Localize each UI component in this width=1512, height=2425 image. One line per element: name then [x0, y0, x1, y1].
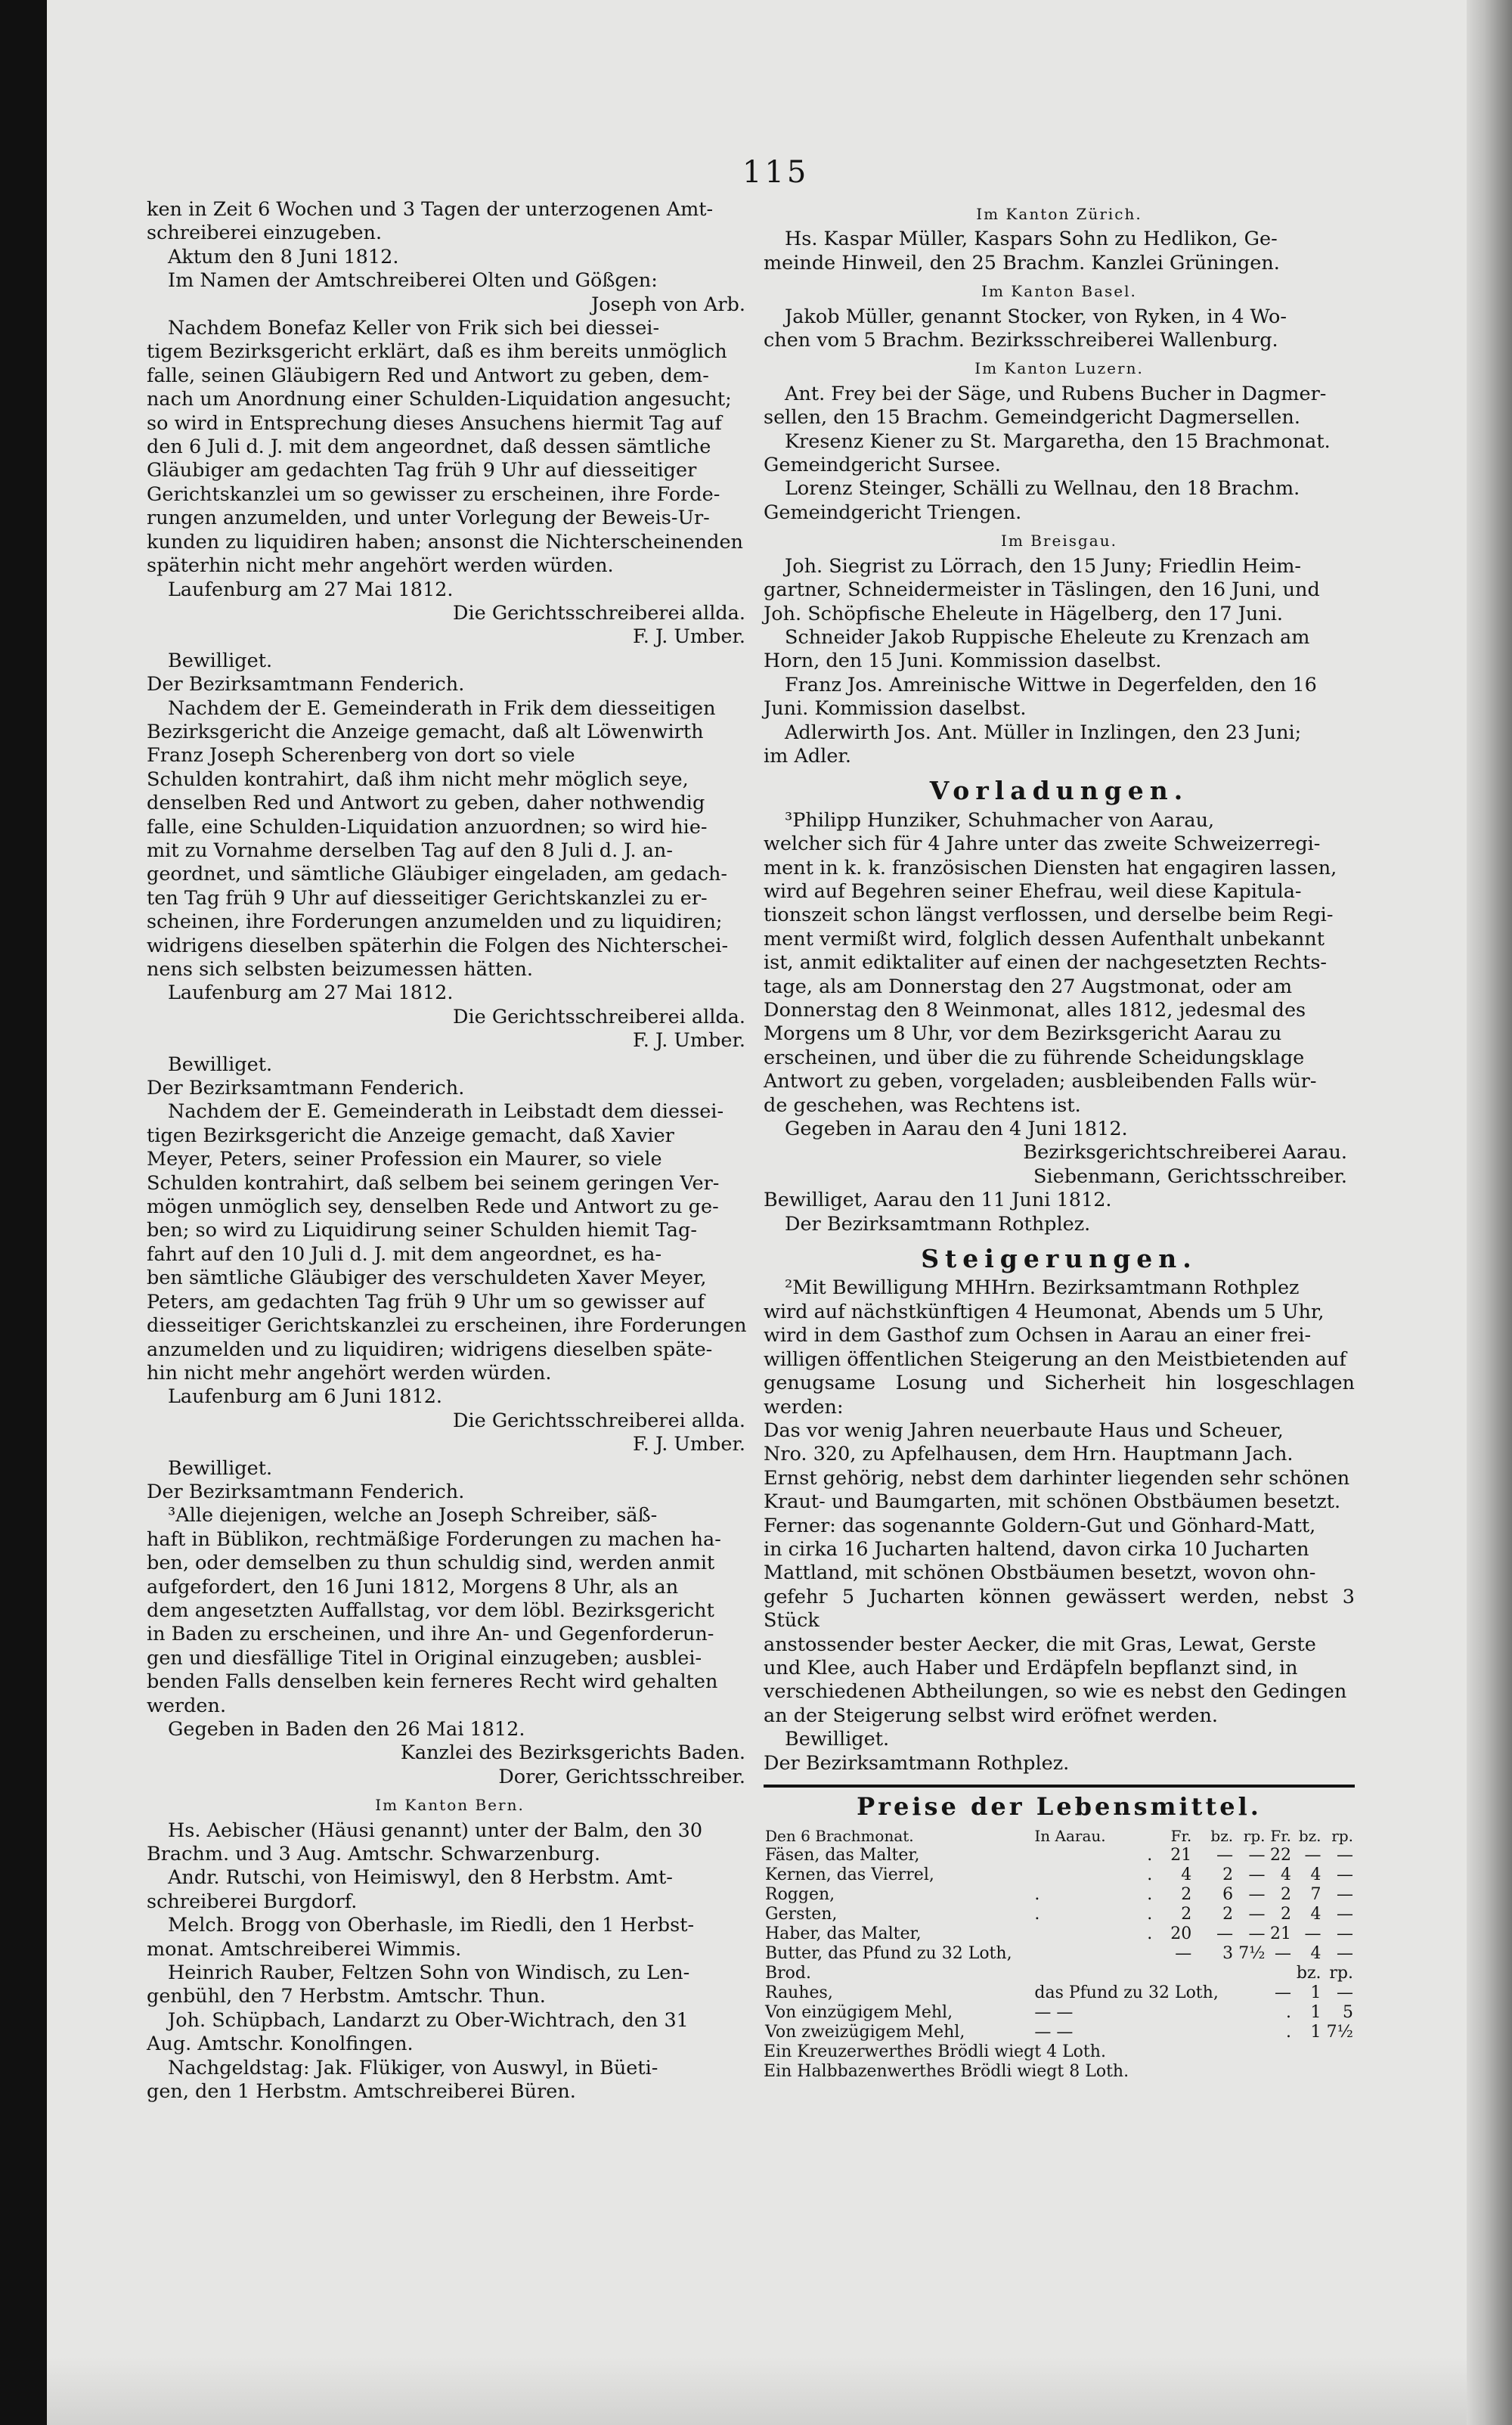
table-cell: .	[1147, 1865, 1153, 1885]
table-cell: 5	[1343, 2003, 1353, 2023]
text-line: benden Falls denselben kein ferneres Recht wird gehalten	[147, 1670, 718, 1694]
text-line: F. J. Umber.	[633, 1029, 745, 1053]
price-note: Ein Halbbazenwerthes Brödli wiegt 8 Loth.	[764, 2062, 1129, 2082]
text-line: Hs. Kaspar Müller, Kaspars Sohn zu Hedlikon, Ge-	[785, 228, 1278, 251]
table-cell: 7½	[1238, 1944, 1266, 1964]
text-line: so wird in Entsprechung dieses Ansuchens hiermit Tag auf	[147, 411, 722, 435]
table-cell: Gersten,	[765, 1905, 838, 1924]
text-line: anstossender bester Aecker, die mit Gras, Lewat, Gerste	[764, 1633, 1316, 1656]
text-line: Joh. Schüpbach, Landarzt zu Ober-Wichtrach, den 31	[168, 2008, 689, 2032]
table-header-cell: rp.	[1331, 1827, 1353, 1846]
table-cell: 3	[1222, 1944, 1234, 1964]
text-line: falle, seinen Gläubigern Red und Antwort zu geben, dem-	[147, 364, 709, 387]
table-cell: 2	[1181, 1885, 1192, 1905]
text-line: an der Steigerung selbst wird eröfnet werden.	[764, 1704, 1218, 1727]
table-cell: Rauhes,	[765, 1983, 833, 2003]
text-line: chen vom 5 Brachm. Bezirksschreiberei Wallenburg.	[764, 329, 1278, 352]
table-cell: —	[1175, 1944, 1192, 1964]
text-line: ist, anmit ediktaliter auf einen der nachgesetzten Rechts-	[764, 951, 1328, 975]
table-cell	[1033, 1924, 1093, 1944]
table-cell: —	[1275, 1983, 1291, 2003]
text-line: Donnerstag den 8 Weinmonat, alles 1812, jedesmal des	[764, 999, 1306, 1022]
text-line: Das vor wenig Jahren neuerbaute Haus und Scheuer,	[764, 1419, 1284, 1442]
text-line: Nachdem der E. Gemeinderath in Frik dem diesseitigen	[168, 696, 716, 720]
table-cell: —	[1304, 1846, 1321, 1865]
text-line: wird auf Begehren seiner Ehefrau, weil diese Kapitula-	[764, 879, 1302, 903]
text-line: mit zu Vornahme derselben Tag auf den 8 Juli d. J. an-	[147, 839, 673, 862]
text-line: tigen Bezirksgericht die Anzeige gemacht, daß Xavier	[147, 1124, 674, 1147]
text-line: Gegeben in Baden den 26 Mai 1812.	[168, 1718, 525, 1741]
text-line: gen und diesfällige Titel in Original einzugeben; ausblei-	[147, 1646, 702, 1670]
text-line: den 6 Juli d. J. mit dem angeordnet, daß dessen sämtliche	[147, 436, 711, 459]
text-line: und Klee, auch Haber und Erdäpfeln bepflanzt sind, in	[764, 1656, 1298, 1679]
text-line: im Adler.	[764, 744, 851, 768]
table-cell: — —	[1034, 2023, 1074, 2042]
text-line: in cirka 16 Jucharten haltend, davon cirka 10 Jucharten	[764, 1537, 1309, 1561]
table-cell: —	[1337, 1905, 1353, 1924]
text-line: de geschehen, was Rechtens ist.	[764, 1093, 1081, 1117]
table-cell: —	[1304, 1924, 1321, 1944]
text-line: Gemeindgericht Sursee.	[764, 454, 1001, 477]
text-line: welcher sich für 4 Jahre unter das zweite Schweizerregi-	[764, 833, 1321, 856]
text-line: Schulden kontrahirt, daß ihm nicht mehr möglich seye,	[147, 768, 689, 791]
right-column-text	[764, 203, 1355, 1775]
text-line: gartner, Schneidermeister in Täslingen, den 16 Juni, und	[764, 578, 1320, 602]
text-line: willigen öffentlichen Steigerung an den Meistbietenden auf	[764, 1347, 1346, 1371]
text-line: wird in dem Gasthof zum Ochsen in Aarau an einer frei-	[764, 1324, 1312, 1347]
table-cell: 1	[1310, 1983, 1321, 2003]
text-line: Joseph von Arb.	[591, 293, 745, 316]
text-line: Schulden kontrahirt, daß selbem bei seinem geringen Ver-	[147, 1171, 720, 1195]
table-cell: .	[1034, 1885, 1040, 1905]
table-row	[764, 2003, 1355, 2023]
text-line: Die Gerichtsschreiberei allda.	[453, 1005, 745, 1028]
table-header-cell: bz.	[1298, 1827, 1321, 1846]
text-line: Franz Joseph Scherenberg von dort so viele	[147, 744, 575, 768]
table-cell: das Pfund zu 32 Loth,	[1034, 1983, 1219, 2003]
table-cell	[1033, 1944, 1093, 1964]
text-line: ³Philipp Hunziker, Schuhmacher von Aarau,	[785, 808, 1215, 832]
text-line: Ernst gehörig, nebst dem darhinter liegenden sehr schönen	[764, 1466, 1350, 1490]
table-header-cell: Fr.	[1170, 1827, 1192, 1846]
table-row	[764, 1865, 1355, 1885]
text-line: späterhin nicht mehr angehört werden würden.	[147, 554, 614, 578]
table-cell: Kernen, das Vierrel,	[765, 1865, 934, 1885]
table-cell: Butter, das Pfund zu 32 Loth,	[765, 1944, 1012, 1964]
table-cell: 1	[1310, 2003, 1321, 2023]
table-cell: 4	[1281, 1865, 1291, 1885]
prices-table	[764, 1826, 1355, 2042]
text-line: Nachdem Bonefaz Keller von Frik sich bei diessei-	[168, 317, 660, 340]
text-line: anzumelden und zu liquidiren; widrigens dieselben späte-	[147, 1338, 713, 1361]
table-cell: 2	[1281, 1905, 1291, 1924]
text-line: denselben Red und Antwort zu geben, daher nothwendig	[147, 792, 705, 815]
table-cell: 4	[1310, 1944, 1321, 1964]
text-line: Hs. Aebischer (Häusi genannt) unter der Balm, den 30	[168, 1819, 703, 1842]
text-line: ben sämtliche Gläubiger des verschuldeten Xaver Meyer,	[147, 1267, 707, 1290]
canton-heading: Im Kanton Zürich.	[976, 205, 1142, 223]
right-column	[764, 198, 1355, 2082]
text-line: Peters, am gedachten Tag früh 9 Uhr um so gewisser auf	[147, 1290, 705, 1313]
text-line: Morgens um 8 Uhr, vor dem Bezirksgericht Aarau zu	[764, 1022, 1282, 1046]
text-line: ben; so wird zu Liquidirung seiner Schulden hiemit Tag-	[147, 1219, 697, 1242]
text-line: Bewilliget.	[168, 1053, 273, 1076]
text-line: Ant. Frey bei der Säge, und Rubens Bucher in Dagmer-	[785, 382, 1327, 405]
text-line: Bewilliget.	[785, 1728, 890, 1751]
text-line: Antwort zu geben, vorgeladen; ausbleibenden Falls wür-	[764, 1070, 1317, 1093]
table-cell: —	[1248, 1846, 1266, 1865]
table-cell: Fäsen, das Malter,	[765, 1846, 920, 1865]
text-line: Bewilliget.	[168, 649, 273, 672]
text-line: wird auf nächstkünftigen 4 Heumonat, Abends um 5 Uhr,	[764, 1300, 1325, 1323]
text-line: Heinrich Rauber, Feltzen Sohn von Windisch, zu Len-	[168, 1961, 690, 1985]
text-line: Joh. Siegrist zu Lörrach, den 15 Juny; Friedlin Heim-	[785, 554, 1302, 578]
table-cell: —	[1337, 1846, 1353, 1865]
text-line: gefehr 5 Jucharten können gewässert werden, nebst 3 Stück	[764, 1585, 1355, 1633]
table-cell: 21	[1270, 1924, 1291, 1944]
text-line: scheinen, ihre Forderungen anzumelden und zu liquidiren;	[147, 910, 723, 934]
text-line: Brachm. und 3 Aug. Amtschr. Schwarzenburg.	[147, 1843, 601, 1866]
text-line: Laufenburg am 27 Mai 1812.	[168, 578, 454, 601]
table-header-cell: rp.	[1243, 1827, 1266, 1846]
text-line: Mattland, mit schönen Obstbäumen besetzt, wovon ohn-	[764, 1561, 1316, 1585]
table-row	[764, 2023, 1355, 2042]
table-cell: — —	[1034, 2003, 1074, 2023]
text-line: Gemeindgericht Triengen.	[764, 501, 1022, 524]
text-line: Franz Jos. Amreinische Wittwe in Degerfelden, den 16	[785, 673, 1317, 696]
text-line: Kraut- und Baumgarten, mit schönen Obstbäumen besetzt.	[764, 1490, 1341, 1514]
table-row	[764, 1983, 1355, 2003]
text-line: verschiedenen Abtheilungen, so wie es nebst den Gedingen	[764, 1680, 1347, 1704]
table-row	[764, 1905, 1355, 1924]
table-cell: —	[1216, 1846, 1234, 1865]
table-cell: 21	[1170, 1846, 1192, 1865]
text-line: Nro. 320, zu Apfelhausen, dem Hrn. Hauptmann Jach.	[764, 1443, 1294, 1466]
price-note: Ein Kreuzerwerthes Brödli wiegt 4 Loth.	[764, 2042, 1106, 2062]
text-line: genbühl, den 7 Herbstm. Amtschr. Thun.	[147, 1985, 546, 2008]
text-line: Bewilliget.	[168, 1456, 273, 1480]
table-header	[764, 1826, 1355, 1846]
text-line: Gegeben in Aarau den 4 Juni 1812.	[785, 1118, 1128, 1141]
text-line: F. J. Umber.	[633, 625, 745, 649]
text-line: Juni. Kommission daselbst.	[764, 697, 1027, 721]
table-cell: 6	[1222, 1885, 1234, 1905]
table-cell: Von zweizügigem Mehl,	[765, 2023, 965, 2042]
table-cell: —	[1337, 1983, 1353, 2003]
text-line: kunden zu liquidiren haben; ansonst die Nichterscheinenden	[147, 530, 743, 554]
page-number: 115	[742, 155, 810, 190]
text-line: schreiberei Burgdorf.	[147, 1890, 358, 1913]
table-cell: Von einzügigem Mehl,	[765, 2003, 953, 2023]
text-line: Die Gerichtsschreiberei allda.	[453, 1409, 745, 1432]
text-line: ten Tag früh 9 Uhr auf diesseitiger Gerichtskanzlei zu er-	[147, 886, 708, 910]
text-line: Laufenburg am 6 Juni 1812.	[168, 1385, 443, 1409]
table-row	[764, 1846, 1355, 1865]
text-line: Der Bezirksamtmann Rothplez.	[764, 1751, 1070, 1775]
text-line: sellen, den 15 Brachm. Gemeindgericht Dagmersellen.	[764, 406, 1300, 429]
text-line: falle, eine Schulden-Liquidation anzuordnen; so wird hie-	[147, 815, 708, 839]
text-line: Der Bezirksamtmann Fenderich.	[147, 673, 465, 696]
table-cell	[1033, 1846, 1093, 1865]
table-cell: —	[1275, 1944, 1291, 1964]
table-header-cell: Den 6 Brachmonat.	[765, 1827, 914, 1846]
text-line: Gläubiger am gedachten Tag früh 9 Uhr auf diesseitiger	[147, 459, 697, 482]
table-cell: 22	[1270, 1846, 1291, 1865]
table-cell: 4	[1310, 1905, 1321, 1924]
text-line: Schneider Jakob Ruppische Eheleute zu Krenzach am	[785, 625, 1310, 649]
text-line: Laufenburg am 27 Mai 1812.	[168, 981, 454, 1005]
scan-border-left	[0, 0, 47, 2425]
table-cell: 20	[1170, 1924, 1192, 1944]
table-cell: —	[1337, 1924, 1353, 1944]
canton-heading: Im Kanton Basel.	[981, 282, 1137, 301]
text-line: Die Gerichtsschreiberei allda.	[453, 601, 745, 625]
prices-notes	[764, 2042, 1355, 2082]
canton-heading: Im Breisgau.	[1001, 532, 1117, 550]
table-cell: .	[1034, 1905, 1040, 1924]
text-line: Meyer, Peters, seiner Profession ein Maurer, so viele	[147, 1148, 662, 1171]
table-cell: Roggen,	[765, 1885, 835, 1905]
table-cell: —	[1337, 1885, 1353, 1905]
text-line: Melch. Brogg von Oberhasle, im Riedli, den 1 Herbst-	[168, 1914, 695, 1937]
table-cell: 2	[1222, 1905, 1234, 1924]
text-line: Lorenz Steinger, Schälli zu Wellnau, den 18 Brachm.	[785, 477, 1300, 501]
text-line: Kresenz Kiener zu St. Margaretha, den 15 Brachmonat.	[785, 429, 1331, 453]
table-cell: —	[1248, 1865, 1266, 1885]
text-line: in Baden zu erscheinen, und ihre An- und Gegenforderun-	[147, 1623, 714, 1646]
table-cell: 7	[1310, 1885, 1321, 1905]
table-cell: .	[1147, 1905, 1153, 1924]
text-line: monat. Amtschreiberei Wimmis.	[147, 1937, 462, 1961]
table-cell: 7½	[1326, 2023, 1353, 2042]
brod-header	[764, 1964, 1355, 1983]
section-rule	[764, 1785, 1355, 1788]
text-line: ment vermißt wird, folglich dessen Aufenthalt unbekannt	[764, 927, 1325, 950]
table-cell: .	[1147, 1885, 1153, 1905]
newspaper-page	[47, 0, 1467, 2425]
text-line: Adlerwirth Jos. Ant. Müller in Inzlingen, den 23 Juni;	[785, 721, 1302, 744]
text-line: schreiberei einzugeben.	[147, 222, 383, 245]
table-cell: 2	[1181, 1905, 1192, 1924]
table-cell: —	[1337, 1865, 1353, 1885]
text-line: Aktum den 8 Juni 1812.	[168, 245, 399, 268]
table-header-cell: bz.	[1296, 1964, 1321, 1983]
text-line: diesseitiger Gerichtskanzlei zu erscheinen, ihre Forderungen	[147, 1314, 747, 1338]
table-cell: 2	[1281, 1885, 1291, 1905]
prices-title: Preise der Lebensmittel.	[857, 1792, 1262, 1821]
text-line: ken in Zeit 6 Wochen und 3 Tagen der unterzogenen Amt-	[147, 198, 714, 221]
text-line: erscheinen, und über die zu führende Scheidungsklage	[764, 1046, 1305, 1069]
text-line: Der Bezirksamtmann Fenderich.	[147, 1077, 465, 1100]
text-line: Dorer, Gerichtsschreiber.	[498, 1765, 745, 1788]
text-line: ben, oder demselben zu thun schuldig sind, werden anmit	[147, 1552, 715, 1575]
table-cell: .	[1147, 1846, 1153, 1865]
text-line: rungen anzumelden, und unter Vorlegung der Beweis-Ur-	[147, 507, 710, 530]
text-line: ³Alle diejenigen, welche an Joseph Schreiber, säß-	[168, 1504, 658, 1527]
text-line: Nachdem der E. Gemeinderath in Leibstadt dem diessei-	[168, 1100, 724, 1124]
canton-heading: Im Kanton Bern.	[375, 1796, 525, 1815]
table-row	[764, 1924, 1355, 1944]
text-line: dem angesetzten Auffallstag, vor dem löbl. Bezirksgericht	[147, 1599, 714, 1622]
text-line: nens sich selbsten beizumessen hätten.	[147, 958, 534, 981]
text-line: Bewilliget, Aarau den 11 Juni 1812.	[764, 1189, 1112, 1212]
text-line: tage, als am Donnerstag den 27 Augstmonat, oder am	[764, 975, 1293, 998]
text-line: Ferner: das sogenannte Goldern-Gut und Gönhard-Matt,	[764, 1514, 1316, 1537]
text-line: tionszeit schon längst verflossen, und derselbe beim Regi-	[764, 904, 1334, 927]
text-line: haft in Büblikon, rechtmäßige Forderungen zu machen ha-	[147, 1527, 721, 1551]
text-line: Siebenmann, Gerichtsschreiber.	[1033, 1164, 1347, 1188]
table-cell: —	[1248, 1885, 1266, 1905]
table-cell	[1093, 1944, 1154, 1964]
text-line: Bezirksgerichtschreiberei Aarau.	[1023, 1141, 1347, 1164]
text-line: Im Namen der Amtschreiberei Olten und Gößgen:	[168, 269, 658, 293]
table-cell: .	[1147, 1924, 1153, 1944]
table-cell: —	[1216, 1924, 1234, 1944]
text-line: Kanzlei des Bezirksgerichts Baden.	[400, 1741, 745, 1765]
text-line: hin nicht mehr angehört werden würden.	[147, 1361, 552, 1385]
text-line: genugsame Losung und Sicherheit hin losgeschlagen werden:	[764, 1372, 1355, 1419]
text-line: ment in k. k. französischen Diensten hat engagiren lassen,	[764, 856, 1337, 879]
table-cell: Haber, das Malter,	[765, 1924, 922, 1944]
text-line: ²Mit Bewilligung MHHrn. Bezirksamtmann Rothplez	[785, 1276, 1300, 1300]
text-line: nach um Anordnung einer Schulden-Liquidation angesucht;	[147, 388, 732, 411]
table-cell: .	[1286, 2023, 1291, 2042]
table-row	[764, 1885, 1355, 1905]
text-line: Horn, den 15 Juni. Kommission daselbst.	[764, 650, 1162, 673]
brod-label: Brod.	[765, 1964, 812, 1983]
section-heading: Steigerungen.	[921, 1244, 1198, 1274]
text-line: F. J. Umber.	[633, 1433, 745, 1456]
text-line: Bezirksgericht die Anzeige gemacht, daß alt Löwenwirth	[147, 720, 704, 743]
text-line: fahrt auf den 10 Juli d. J. mit dem angeordnet, es ha-	[147, 1242, 662, 1266]
text-line: Der Bezirksamtmann Fenderich.	[147, 1480, 465, 1503]
table-row	[764, 1944, 1355, 1964]
text-line: Der Bezirksamtmann Rothplez.	[785, 1212, 1091, 1236]
text-line: tigem Bezirksgericht erklärt, daß es ihm bereits unmöglich	[147, 340, 727, 364]
table-header-cell: In Aarau.	[1034, 1827, 1106, 1846]
text-line: werden.	[147, 1694, 227, 1717]
text-line: Joh. Schöpfische Eheleute in Hägelberg, den 17 Juni.	[764, 602, 1283, 625]
section-heading: Vorladungen.	[929, 776, 1189, 806]
table-header-cell: Fr.	[1270, 1827, 1291, 1846]
scan-border-right	[1467, 0, 1512, 2425]
text-line: geordnet, und sämtliche Gläubiger eingeladen, am gedach-	[147, 863, 728, 886]
text-line: gen, den 1 Herbstm. Amtschreiberei Büren.	[147, 2080, 576, 2104]
text-line: widrigens dieselben späterhin die Folgen des Nichterschei-	[147, 934, 729, 957]
text-line: Gerichtskanzlei um so gewisser zu erscheinen, ihre Forde-	[147, 482, 720, 506]
text-line: meinde Hinweil, den 25 Brachm. Kanzlei Grüningen.	[764, 251, 1280, 274]
left-column	[147, 198, 753, 2104]
text-line: mögen unmöglich sey, denselben Rede und Antwort zu ge-	[147, 1195, 719, 1219]
canton-heading: Im Kanton Luzern.	[974, 359, 1144, 378]
table-cell: 4	[1310, 1865, 1321, 1885]
text-line: Nachgeldstag: Jak. Flükiger, von Auswyl, in Büeti-	[168, 2056, 658, 2079]
table-cell: —	[1248, 1905, 1266, 1924]
text-line: Andr. Rutschi, von Heimiswyl, den 8 Herbstm. Amt-	[168, 1866, 673, 1890]
table-cell: 4	[1181, 1865, 1192, 1885]
table-cell: .	[1286, 2003, 1291, 2023]
text-line: aufgefordert, den 16 Juni 1812, Morgens 8 Uhr, als an	[147, 1575, 679, 1599]
table-cell	[1033, 1865, 1093, 1885]
table-cell: —	[1337, 1944, 1353, 1964]
text-line: Aug. Amtschr. Konolfingen.	[147, 2033, 414, 2056]
table-cell: 2	[1222, 1865, 1234, 1885]
text-line: Jakob Müller, genannt Stocker, von Ryken, in 4 Wo-	[785, 305, 1287, 328]
table-header-cell: bz.	[1210, 1827, 1234, 1846]
table-cell: 1	[1310, 2023, 1321, 2042]
table-cell: —	[1248, 1924, 1266, 1944]
table-header-cell: rp.	[1329, 1964, 1353, 1983]
